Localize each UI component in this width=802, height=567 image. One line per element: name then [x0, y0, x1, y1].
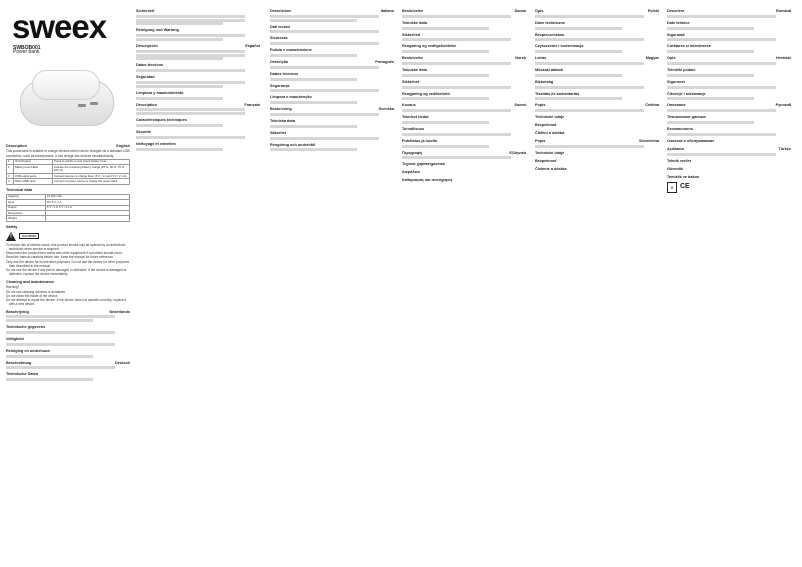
- section-title: Beskrivning: [270, 107, 292, 112]
- section-title: Описание: [667, 103, 686, 108]
- text-line: [270, 19, 357, 22]
- table-cell: Connect devices to charge them (5 V / 1 A and 5 V / 2.1 A).: [53, 174, 130, 179]
- technical-data-title: Tekniske data: [402, 20, 427, 25]
- language-label: Suomi: [514, 103, 526, 108]
- technical-data-title: Teknik veriler: [667, 158, 692, 163]
- section-header-ru: [667, 103, 791, 108]
- text-line: [535, 86, 644, 89]
- text-line: [402, 50, 489, 53]
- text-line: [667, 62, 776, 65]
- technical-data-title: Tekniske data: [402, 67, 427, 72]
- list-item: To reduce risk of electric shock, this product should only be opened by an authorized technician when service is required.: [6, 242, 126, 252]
- brand-logo: sweex: [12, 8, 107, 45]
- section-header-el: [402, 151, 526, 156]
- text-line: [402, 121, 489, 124]
- language-label: Ελληνικά: [509, 150, 526, 155]
- text-line: [402, 145, 489, 148]
- technical-data-title: Τεχνικά χαρακτηριστικά: [402, 162, 445, 167]
- text-line: [136, 22, 223, 25]
- technical-data-title: Dati tecnici: [270, 24, 291, 29]
- safety-title: Ασφάλεια: [402, 170, 420, 175]
- section-title: Kuvaus: [402, 103, 416, 108]
- safety-title: Turvallisuus: [402, 126, 425, 131]
- table-cell: 4: [7, 179, 14, 184]
- section-header-tr: [667, 147, 791, 152]
- section-header-de: [6, 361, 130, 366]
- text-line: [667, 74, 754, 77]
- table-cell: DC 5 V, 1 A: [46, 200, 130, 205]
- table-cell: Input: [7, 200, 46, 205]
- text-line: [136, 112, 245, 115]
- model-number: SWBOB001: [13, 45, 41, 51]
- section-header-da: [402, 9, 526, 14]
- text-line: [6, 319, 93, 322]
- list-item: Do not attempt to repair the device. If the device does not operate correctly, replace it with a new device.: [6, 298, 127, 307]
- weee-bin-icon: ✕: [667, 182, 677, 193]
- table-cell: Connect to power source to charge the power bank.: [53, 179, 130, 184]
- language-label: Español: [245, 43, 260, 48]
- text-line: [136, 54, 245, 57]
- cleaning-title: Rengjøring og vedlikehold: [402, 91, 450, 96]
- list-item: Read the manual carefully before use. Keep the manual for future reference.: [6, 255, 114, 260]
- section-header-sv: [270, 107, 394, 112]
- technical-data-title: Технические данные: [667, 115, 707, 120]
- section-title: Popis: [535, 139, 546, 144]
- text-line: [535, 145, 644, 148]
- section-header-fr: [136, 103, 260, 108]
- list-item: Do not use the device if any part is damaged or defective. If the device is damaged or defective, replace the device immediately.: [6, 268, 127, 277]
- safety-title: Sikkerhet: [402, 79, 420, 84]
- text-line: [270, 137, 379, 140]
- text-line: [402, 97, 489, 100]
- safety-title: Sicurezza: [270, 36, 288, 41]
- language-label: Türkçe: [778, 146, 791, 151]
- text-line: [136, 124, 223, 127]
- safety-title: Sikkerhed: [402, 32, 421, 37]
- text-line: [136, 97, 223, 100]
- language-label: Português: [375, 59, 394, 64]
- warning-icon: !: [6, 232, 16, 241]
- text-line: [535, 74, 622, 77]
- text-line: [667, 109, 776, 112]
- text-line: [136, 34, 245, 37]
- text-line: [535, 62, 644, 65]
- column-3: [270, 6, 394, 152]
- safety-title: Seguridad: [136, 75, 155, 80]
- table-row: [7, 216, 130, 221]
- section-header-pt: [270, 60, 394, 65]
- table-row: [7, 165, 130, 174]
- safety-title: Sécurité: [136, 129, 151, 134]
- text-line: [136, 108, 245, 111]
- section-title: Beschreibung: [6, 360, 32, 365]
- technical-data-title: Tekniska data: [270, 118, 295, 123]
- cleaning-title: Curățarea și întreținerea: [667, 44, 711, 49]
- table-cell: ...: [46, 211, 130, 216]
- column-4: [402, 6, 526, 183]
- text-line: [270, 101, 357, 104]
- text-line: [136, 15, 245, 18]
- cleaning-title: Čistenie a údržba: [535, 166, 567, 171]
- safety-title: Säkerhet: [270, 130, 287, 135]
- text-line: [535, 109, 644, 112]
- warning-label: Warning!: [6, 284, 19, 289]
- cleaning-title: Καθαρισμός και συντήρηση: [402, 178, 453, 183]
- cleaning-title: Reinigung und Wartung: [136, 28, 179, 33]
- text-line: [667, 153, 776, 156]
- safety-title: Siguranță: [667, 32, 685, 37]
- table-cell: 5 V / 1 A, 5 V / 2.1 A: [46, 205, 130, 210]
- section-title: Açıklama: [667, 146, 684, 151]
- product-name: Power bank: [13, 49, 40, 56]
- text-line: [667, 50, 754, 53]
- table-cell: USB output ports: [14, 174, 53, 179]
- column-2: [136, 6, 260, 151]
- technical-data-title: Tehnički podaci: [667, 67, 696, 72]
- section-header-no: [402, 56, 526, 61]
- text-line: [402, 15, 511, 18]
- language-label: Français: [244, 102, 260, 107]
- table-cell: Dimensions: [7, 211, 46, 216]
- language-label: English: [116, 144, 130, 149]
- table-cell: Battery level LEDs: [14, 165, 53, 174]
- safety-title: Safety: [6, 224, 18, 229]
- text-line: [535, 50, 622, 53]
- section-header-fi: [402, 103, 526, 108]
- technical-data-title: Technické údaje: [535, 150, 565, 155]
- column-5: [535, 6, 659, 172]
- safety-title: Bezpečnost: [535, 123, 557, 128]
- text-line: [270, 15, 379, 18]
- technical-data-title: Caractéristiques techniques: [136, 118, 187, 123]
- cleaning-title: Tisztítás és karbantartás: [535, 91, 580, 96]
- caution-label: CAUTION: [19, 233, 39, 239]
- language-label: Deutsch: [115, 360, 130, 365]
- table-cell: 1: [7, 159, 14, 164]
- text-line: [270, 89, 379, 92]
- language-label: Italiano: [380, 9, 394, 13]
- text-line: [270, 66, 379, 69]
- text-line: [270, 30, 379, 33]
- usb-port: [90, 102, 98, 105]
- technical-data-title: Dados técnicos: [270, 71, 299, 76]
- technical-data-table: [6, 194, 130, 222]
- section-header-ro: [667, 9, 791, 14]
- text-line: [136, 57, 223, 60]
- table-cell: Output: [7, 205, 46, 210]
- language-label: Čeština: [645, 103, 659, 108]
- section-header-pl: [535, 9, 659, 14]
- cleaning-title: Nettoyage et entretien: [136, 141, 176, 146]
- list-item: Only use the device for its intended purposes. Do not use the device for other purposes than described in the manual.: [6, 259, 130, 268]
- text-line: [667, 27, 754, 30]
- cleaning-title: Rengöring och underhåll: [270, 142, 315, 147]
- cleaning-title: Limpieza y mantenimiento: [136, 90, 184, 95]
- cleaning-title: Очистка и обслуживание: [667, 138, 715, 143]
- section-title: Description: [6, 144, 27, 149]
- cleaning-title: Czyszczenie i konserwacja: [535, 44, 584, 49]
- text-line: [402, 62, 511, 65]
- table-cell: Indicate the remaining battery charge (25 %, 50 %, 75 %, 100 %).: [53, 165, 130, 174]
- section-title: Description: [136, 102, 157, 107]
- section-title: Descrição: [270, 59, 289, 64]
- column-6: [667, 6, 791, 195]
- section-title: Descripción: [136, 43, 158, 48]
- cleaning-title: Pulizia e manutenzione: [270, 48, 312, 53]
- text-line: [402, 109, 511, 112]
- safety-title: Sicherheit: [136, 9, 155, 13]
- ce-mark-icon: CE: [680, 182, 690, 190]
- technical-data-title: Date tehnice: [667, 20, 690, 25]
- cleaning-title: Puhdistus ja huolto: [402, 138, 438, 143]
- text-line: [667, 86, 776, 89]
- table-cell: 3: [7, 174, 14, 179]
- text-line: [270, 113, 379, 116]
- section-header-hr: [667, 56, 791, 61]
- table-cell: Micro-USB input: [14, 179, 53, 184]
- text-line: [667, 121, 754, 124]
- technical-data-title: Dane techniczne: [535, 20, 565, 25]
- technical-data-title: Technical data: [6, 187, 33, 192]
- language-label: Magyar: [645, 56, 659, 61]
- cleaning-title: Temizlik ve bakım: [667, 174, 700, 179]
- table-cell: Weight: [7, 216, 46, 221]
- safety-title: Biztonság: [535, 79, 554, 84]
- technical-data-title: Datos técnicos: [136, 63, 164, 68]
- list-item: Do not use cleaning solvents or abrasives.: [6, 289, 66, 294]
- cleaning-title: Rengøring og vedligeholdelse: [402, 44, 457, 49]
- text-line: [667, 97, 754, 100]
- technical-data-title: Tekniset tiedot: [402, 115, 429, 120]
- safety-title: Segurança: [270, 83, 290, 88]
- section-title: Popis: [535, 103, 546, 108]
- section-header-hu: [535, 56, 659, 61]
- text-line: [270, 125, 357, 128]
- text-line: [136, 85, 223, 88]
- language-label: Polski: [647, 9, 659, 13]
- section-header-es: [136, 44, 260, 49]
- list-item: Do not clean the inside of the device.: [6, 293, 59, 298]
- section-title: Beskrivelse: [402, 56, 424, 61]
- table-cell: Press to switch on and check battery level.: [53, 159, 130, 164]
- text-line: [270, 148, 357, 151]
- language-label: Русский: [775, 103, 791, 108]
- compliance-icons: [667, 182, 791, 193]
- text-line: [136, 38, 223, 41]
- language-label: Slovenčina: [638, 139, 659, 144]
- text-line: [136, 50, 245, 53]
- safety-title: Bezpieczeństwo: [535, 32, 565, 37]
- text-line: [402, 38, 511, 41]
- text-line: [535, 97, 622, 100]
- safety-title: Bezpečnosť: [535, 158, 557, 163]
- text-line: [6, 378, 93, 381]
- usb-port: [78, 104, 86, 107]
- text-line: [6, 366, 115, 369]
- text-line: [6, 355, 93, 358]
- table-cell: 2: [7, 165, 14, 174]
- list-item: Disconnect the product from mains and other equipment if a problem should occur.: [6, 251, 123, 256]
- section-title: Descriere: [667, 9, 685, 13]
- technical-data-title: Technische gegevens: [6, 325, 46, 330]
- table-row: [7, 179, 130, 184]
- text-line: [270, 78, 357, 81]
- text-line: [136, 148, 223, 151]
- text-line: [402, 74, 489, 77]
- text-line: [535, 38, 644, 41]
- text-line: [402, 156, 511, 159]
- table-cell: 10 400 mAh: [46, 194, 130, 199]
- text-line: [136, 69, 245, 72]
- table-cell: On/off button: [14, 159, 53, 164]
- text-line: [402, 86, 511, 89]
- section-header-cs: [535, 103, 659, 108]
- section-title: Descrizione: [270, 9, 292, 13]
- language-label: Norsk: [515, 56, 526, 61]
- column-1: [6, 6, 130, 382]
- section-title: Opis: [535, 9, 544, 13]
- language-label: Dansk: [514, 9, 526, 13]
- text-line: [6, 343, 115, 346]
- safety-title: Güvenlik: [667, 166, 684, 171]
- cleaning-title: Čišćenje i održavanje: [667, 91, 706, 96]
- section-title: Leírás: [535, 56, 547, 61]
- section-title: Beschrijving: [6, 309, 29, 314]
- safety-title: Veiligheid: [6, 336, 24, 341]
- section-header-sk: [535, 139, 659, 144]
- section-header-it: [270, 9, 394, 14]
- technical-data-title: Technické údaje: [535, 115, 565, 120]
- text-line: [667, 38, 776, 41]
- text-line: [270, 42, 379, 45]
- powerbank-top: [32, 70, 100, 100]
- safety-title: Sigurnost: [667, 79, 685, 84]
- technical-data-title: Technische Daten: [6, 372, 39, 377]
- text-line: [6, 331, 115, 334]
- text-line: [270, 54, 357, 57]
- text-line: [667, 133, 776, 136]
- description-table: [6, 159, 130, 185]
- cleaning-title: Limpeza e manutenção: [270, 95, 312, 100]
- safety-title: Безопасность: [667, 126, 694, 131]
- text-line: [136, 19, 245, 22]
- cleaning-title: Čištění a údržba: [535, 131, 565, 136]
- section-title: Περιγραφή: [402, 150, 422, 155]
- text-line: [402, 133, 511, 136]
- section-header-nl: [6, 310, 130, 315]
- cleaning-title: Reiniging en onderhoud: [6, 348, 50, 353]
- table-cell: Capacity: [7, 194, 46, 199]
- text-line: [136, 136, 245, 139]
- text-line: [6, 315, 115, 318]
- text-line: [136, 81, 245, 84]
- product-image: [6, 58, 130, 136]
- language-label: Hrvatski: [776, 56, 791, 61]
- language-label: Română: [776, 9, 791, 13]
- section-title: Opis: [667, 56, 676, 61]
- language-label: Nederlands: [109, 309, 130, 314]
- text-line: [535, 15, 644, 18]
- cleaning-title: Cleaning and maintenance: [6, 279, 55, 284]
- table-cell: ...: [46, 216, 130, 221]
- technical-data-title: Műszaki adatok: [535, 67, 564, 72]
- text-line: [402, 27, 489, 30]
- section-title: Beskrivelse: [402, 9, 424, 13]
- text-line: [667, 15, 776, 18]
- language-label: Svenska: [378, 107, 394, 112]
- description-text: This powerbank is suitable to charge devices which can be charged via a standard USB connection, such as smartphones. It can charge two devices simultaneously.: [6, 149, 130, 158]
- warning-block: [6, 232, 130, 241]
- text-line: [535, 27, 622, 30]
